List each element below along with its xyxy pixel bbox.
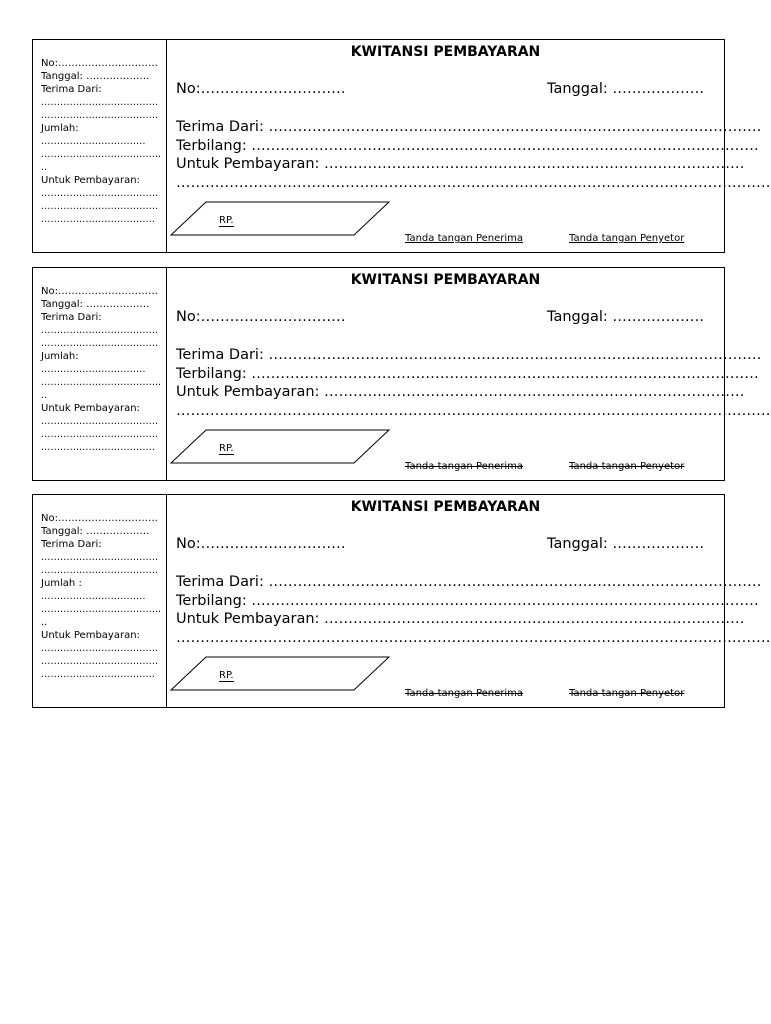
untuk-pembayaran-line: Untuk Pembayaran: …………………………………………………………………………… <box>176 156 745 172</box>
stub-no: No:………………………… <box>41 513 158 524</box>
receipt-title: KWITANSI PEMBAYARAN <box>350 44 541 60</box>
stub-dotted-line: ………………………………. <box>41 552 159 563</box>
receipt-title: KWITANSI PEMBAYARAN <box>350 272 541 288</box>
receipt-stub <box>33 495 167 707</box>
receipt-1 <box>32 39 771 253</box>
stub-dotted-line: ………………………………. <box>41 565 159 576</box>
rp-label: RP. <box>219 443 234 454</box>
stub-untuk-pembayaran: Untuk Pembayaran: <box>41 403 140 414</box>
stub-terima-dari: Terima Dari: <box>41 539 102 550</box>
stub-dotted-line: ………………………………. <box>41 325 159 336</box>
receipt-2 <box>32 267 771 481</box>
signature-penerima: Tanda tangan Penerima <box>405 233 524 244</box>
terima-dari-line: Terima Dari: ………………………………………………………………………………………… <box>176 574 762 590</box>
stub-dotted-line: ………………………………. <box>41 201 159 212</box>
stub-dotted-line: ……………………………….. <box>41 149 162 160</box>
stub-no: No:………………………… <box>41 58 158 69</box>
stub-dotted-line: ………………………………. <box>41 110 159 121</box>
receipt-no-field: No:………………………… <box>176 81 346 97</box>
receipt-stub <box>33 268 167 480</box>
receipt-3 <box>32 494 771 708</box>
stub-jumlah: Jumlah: <box>41 123 79 134</box>
receipt-main <box>167 268 771 480</box>
receipt-main <box>167 40 771 252</box>
rp-label: RP. <box>219 215 234 226</box>
receipt-no-field: No:………………………… <box>176 309 346 325</box>
stub-dotted-line: …………………………… <box>41 136 146 147</box>
receipt-tanggal-field: Tanggal: ………………. <box>547 536 704 552</box>
stub-jumlah: Jumlah : <box>41 578 82 589</box>
signature-penyetor: Tanda tangan Penyetor <box>569 688 685 699</box>
untuk-pembayaran-line: Untuk Pembayaran: …………………………………………………………………………… <box>176 384 745 400</box>
stub-dots: .. <box>41 390 48 401</box>
stub-dotted-line: ………………………………. <box>41 188 159 199</box>
stub-dotted-line: ……………………………….. <box>41 377 162 388</box>
stub-dotted-line: ………………………………. <box>41 429 159 440</box>
stub-dotted-line: ………………………………. <box>41 643 159 654</box>
stub-dotted-line: ……………………………… <box>41 669 155 680</box>
signature-penyetor: Tanda tangan Penyetor <box>569 461 685 472</box>
amount-box <box>170 201 392 237</box>
stub-terima-dari: Terima Dari: <box>41 84 102 95</box>
stub-dots: .. <box>41 617 48 628</box>
terima-dari-line: Terima Dari: ………………………………………………………………………………………… <box>176 347 762 363</box>
stub-terima-dari: Terima Dari: <box>41 312 102 323</box>
rp-label: RP. <box>219 670 234 681</box>
extra-dotted-line: …………………………………………………………………………………………………………… <box>176 629 771 646</box>
stub-dotted-line: ………………………………. <box>41 656 159 667</box>
signature-penyetor: Tanda tangan Penyetor <box>569 233 685 244</box>
stub-dotted-line: ………………………………. <box>41 416 159 427</box>
receipt-main <box>167 495 771 707</box>
receipt-stub <box>33 40 167 252</box>
stub-dotted-line: ……………………………… <box>41 442 155 453</box>
receipt-tanggal-field: Tanggal: ………………. <box>547 309 704 325</box>
stub-tanggal: Tanggal: ………………. <box>41 71 150 82</box>
extra-dotted-line: …………………………………………………………………………………………………………… <box>176 174 771 191</box>
signature-penerima: Tanda tangan Penerima <box>405 688 524 699</box>
stub-untuk-pembayaran: Untuk Pembayaran: <box>41 175 140 186</box>
stub-jumlah: Jumlah: <box>41 351 79 362</box>
stub-no: No:………………………… <box>41 286 158 297</box>
receipt-no-field: No:………………………… <box>176 536 346 552</box>
receipt-title: KWITANSI PEMBAYARAN <box>350 499 541 515</box>
untuk-pembayaran-line: Untuk Pembayaran: …………………………………………………………………………… <box>176 611 745 627</box>
receipt-tanggal-field: Tanggal: ………………. <box>547 81 704 97</box>
terbilang-line: Terbilang: …………………………………………………………………………………………… <box>176 137 759 154</box>
terima-dari-line: Terima Dari: ………………………………………………………………………………………… <box>176 119 762 135</box>
stub-dotted-line: ………………………………. <box>41 338 159 349</box>
stub-tanggal: Tanggal: ………………. <box>41 526 150 537</box>
terbilang-line: Terbilang: …………………………………………………………………………………………… <box>176 365 759 382</box>
stub-dotted-line: ………………………………. <box>41 97 159 108</box>
stub-dots: .. <box>41 162 48 173</box>
stub-dotted-line: …………………………… <box>41 591 146 602</box>
amount-box <box>170 656 392 692</box>
amount-box <box>170 429 392 465</box>
stub-dotted-line: …………………………… <box>41 364 146 375</box>
receipt-body <box>176 573 771 647</box>
stub-untuk-pembayaran: Untuk Pembayaran: <box>41 630 140 641</box>
receipt-body <box>176 118 771 192</box>
stub-dotted-line: ……………………………… <box>41 214 155 225</box>
receipt-body <box>176 346 771 420</box>
stub-dotted-line: ……………………………….. <box>41 604 162 615</box>
extra-dotted-line: …………………………………………………………………………………………………………… <box>176 402 771 419</box>
signature-penerima: Tanda tangan Penerima <box>405 461 524 472</box>
terbilang-line: Terbilang: …………………………………………………………………………………………… <box>176 592 759 609</box>
stub-tanggal: Tanggal: ………………. <box>41 299 150 310</box>
